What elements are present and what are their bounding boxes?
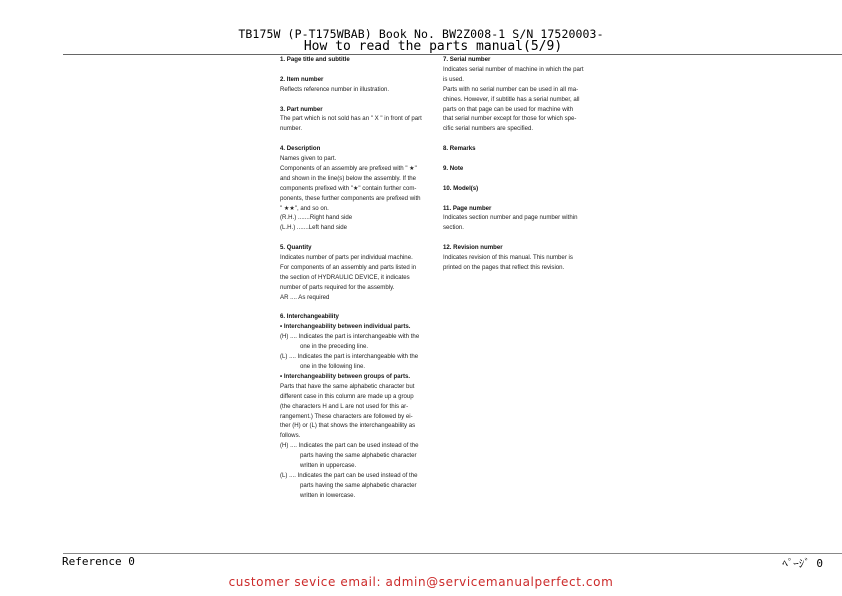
section-text: Parts with no serial number can be used in all ma- — [443, 85, 579, 93]
section-text: The part which is not sold has an " X " in front of part — [280, 115, 422, 123]
section-text: cific serial numbers are specified. — [443, 125, 534, 133]
section-text: Reflects reference number in illustration. — [280, 85, 390, 93]
section-text: Components of an assembly are prefixed with " ★" — [280, 164, 417, 172]
section-text: section. — [443, 224, 465, 232]
section-text: rangement.) These characters are followed by ei- — [280, 412, 413, 420]
section-text: parts on that page can be used for machine with — [443, 105, 574, 113]
section-text: (the characters H and L are not used for this ar- — [280, 402, 409, 410]
section-text: Indicates serial number of machine in which the part — [443, 65, 584, 73]
section-text: the section of HYDRAULIC DEVICE, it indicates — [280, 273, 410, 281]
section-title-part-number: 3. Part number — [280, 105, 323, 113]
section-text: number of parts required for the assembly. — [280, 283, 395, 291]
section-text: (L.H.) .......Left hand side — [280, 224, 348, 232]
footer-divider — [63, 553, 842, 554]
section-title-revision-number: 12. Revision number — [443, 244, 503, 252]
section-text: and shown in the line(s) below the assembly. If the — [280, 174, 417, 182]
section-title-interchangeability: 6. Interchangeability — [280, 313, 339, 321]
footer-reference: Reference 0 — [62, 555, 135, 568]
right-text-column — [443, 55, 593, 273]
section-text: chines. However, if subtitle has a serial number, all — [443, 95, 580, 103]
section-title-models: 10. Model(s) — [443, 184, 479, 192]
section-title-quantity: 5. Quantity — [280, 244, 312, 252]
section-text: Indicates section number and page number within — [443, 214, 578, 222]
section-title-page-title: 1. Page title and subtitle — [280, 56, 350, 63]
section-text: ther (H) or (L) that shows the interchangeability as — [280, 422, 416, 430]
customer-service-email: customer sevice email: admin@servicemanualperfect.com — [228, 575, 614, 589]
page-title: How to read the parts manual(5/9) — [303, 39, 563, 54]
definition-l-individual: (L) .... Indicates the part is interchangeable with the one in the following line. — [280, 353, 419, 371]
section-title-serial-number: 7. Serial number — [443, 56, 491, 63]
section-text: number. — [280, 125, 303, 133]
section-text: components prefixed with "★" contain further com- — [280, 184, 417, 192]
section-text: is used. — [443, 75, 465, 83]
definition-h-group: (H) .... Indicates the part can be used instead of the parts having the same alphabetic character written in uppercase. — [280, 442, 419, 470]
section-title-page-number: 11. Page number — [443, 204, 492, 212]
definition-l-group: (L) .... Indicates the part can be used instead of the parts having the same alphabetic character written in lowercase. — [280, 471, 418, 499]
section-text: AR .... As required — [280, 293, 330, 301]
subheading-group-parts: • Interchangeability between groups of parts. — [280, 372, 411, 380]
section-title-note: 9. Note — [443, 164, 464, 172]
section-title-description: 4. Description — [280, 145, 321, 153]
section-text: follows. — [280, 432, 301, 440]
footer-page-number: ﾍﾟｰｼﾞ 0 — [782, 557, 823, 570]
document-header-line: TB175W (P-T175WBAB) Book No. BW2Z008-1 S/N 17520003- — [238, 27, 604, 41]
subheading-individual-parts: • Interchangeability between individual parts. — [280, 323, 411, 331]
section-text: Indicates revision of this manual. This number is — [443, 254, 573, 262]
section-text: (R.H.) .......Right hand side — [280, 214, 353, 222]
left-text-column — [280, 55, 430, 501]
section-title-item-number: 2. Item number — [280, 75, 324, 83]
section-text: that serial number except for those for which spe- — [443, 115, 577, 123]
section-text: Indicates number of parts per individual machine. — [280, 254, 413, 262]
section-text: Names given to part. — [280, 155, 337, 163]
section-text: ponents, these further components are prefixed with — [280, 194, 421, 202]
section-text: Parts that have the same alphabetic character but — [280, 382, 415, 390]
section-text: " ★★", and so on. — [280, 204, 329, 212]
section-title-remarks: 8. Remarks — [443, 145, 476, 153]
definition-h-individual: (H) .... Indicates the part is interchangeable with the one in the preceding line. — [280, 333, 420, 351]
section-text: printed on the pages that reflect this revision. — [443, 263, 565, 271]
section-text: different case in this column are made up a group — [280, 392, 414, 400]
section-text: For components of an assembly and parts listed in — [280, 263, 417, 271]
